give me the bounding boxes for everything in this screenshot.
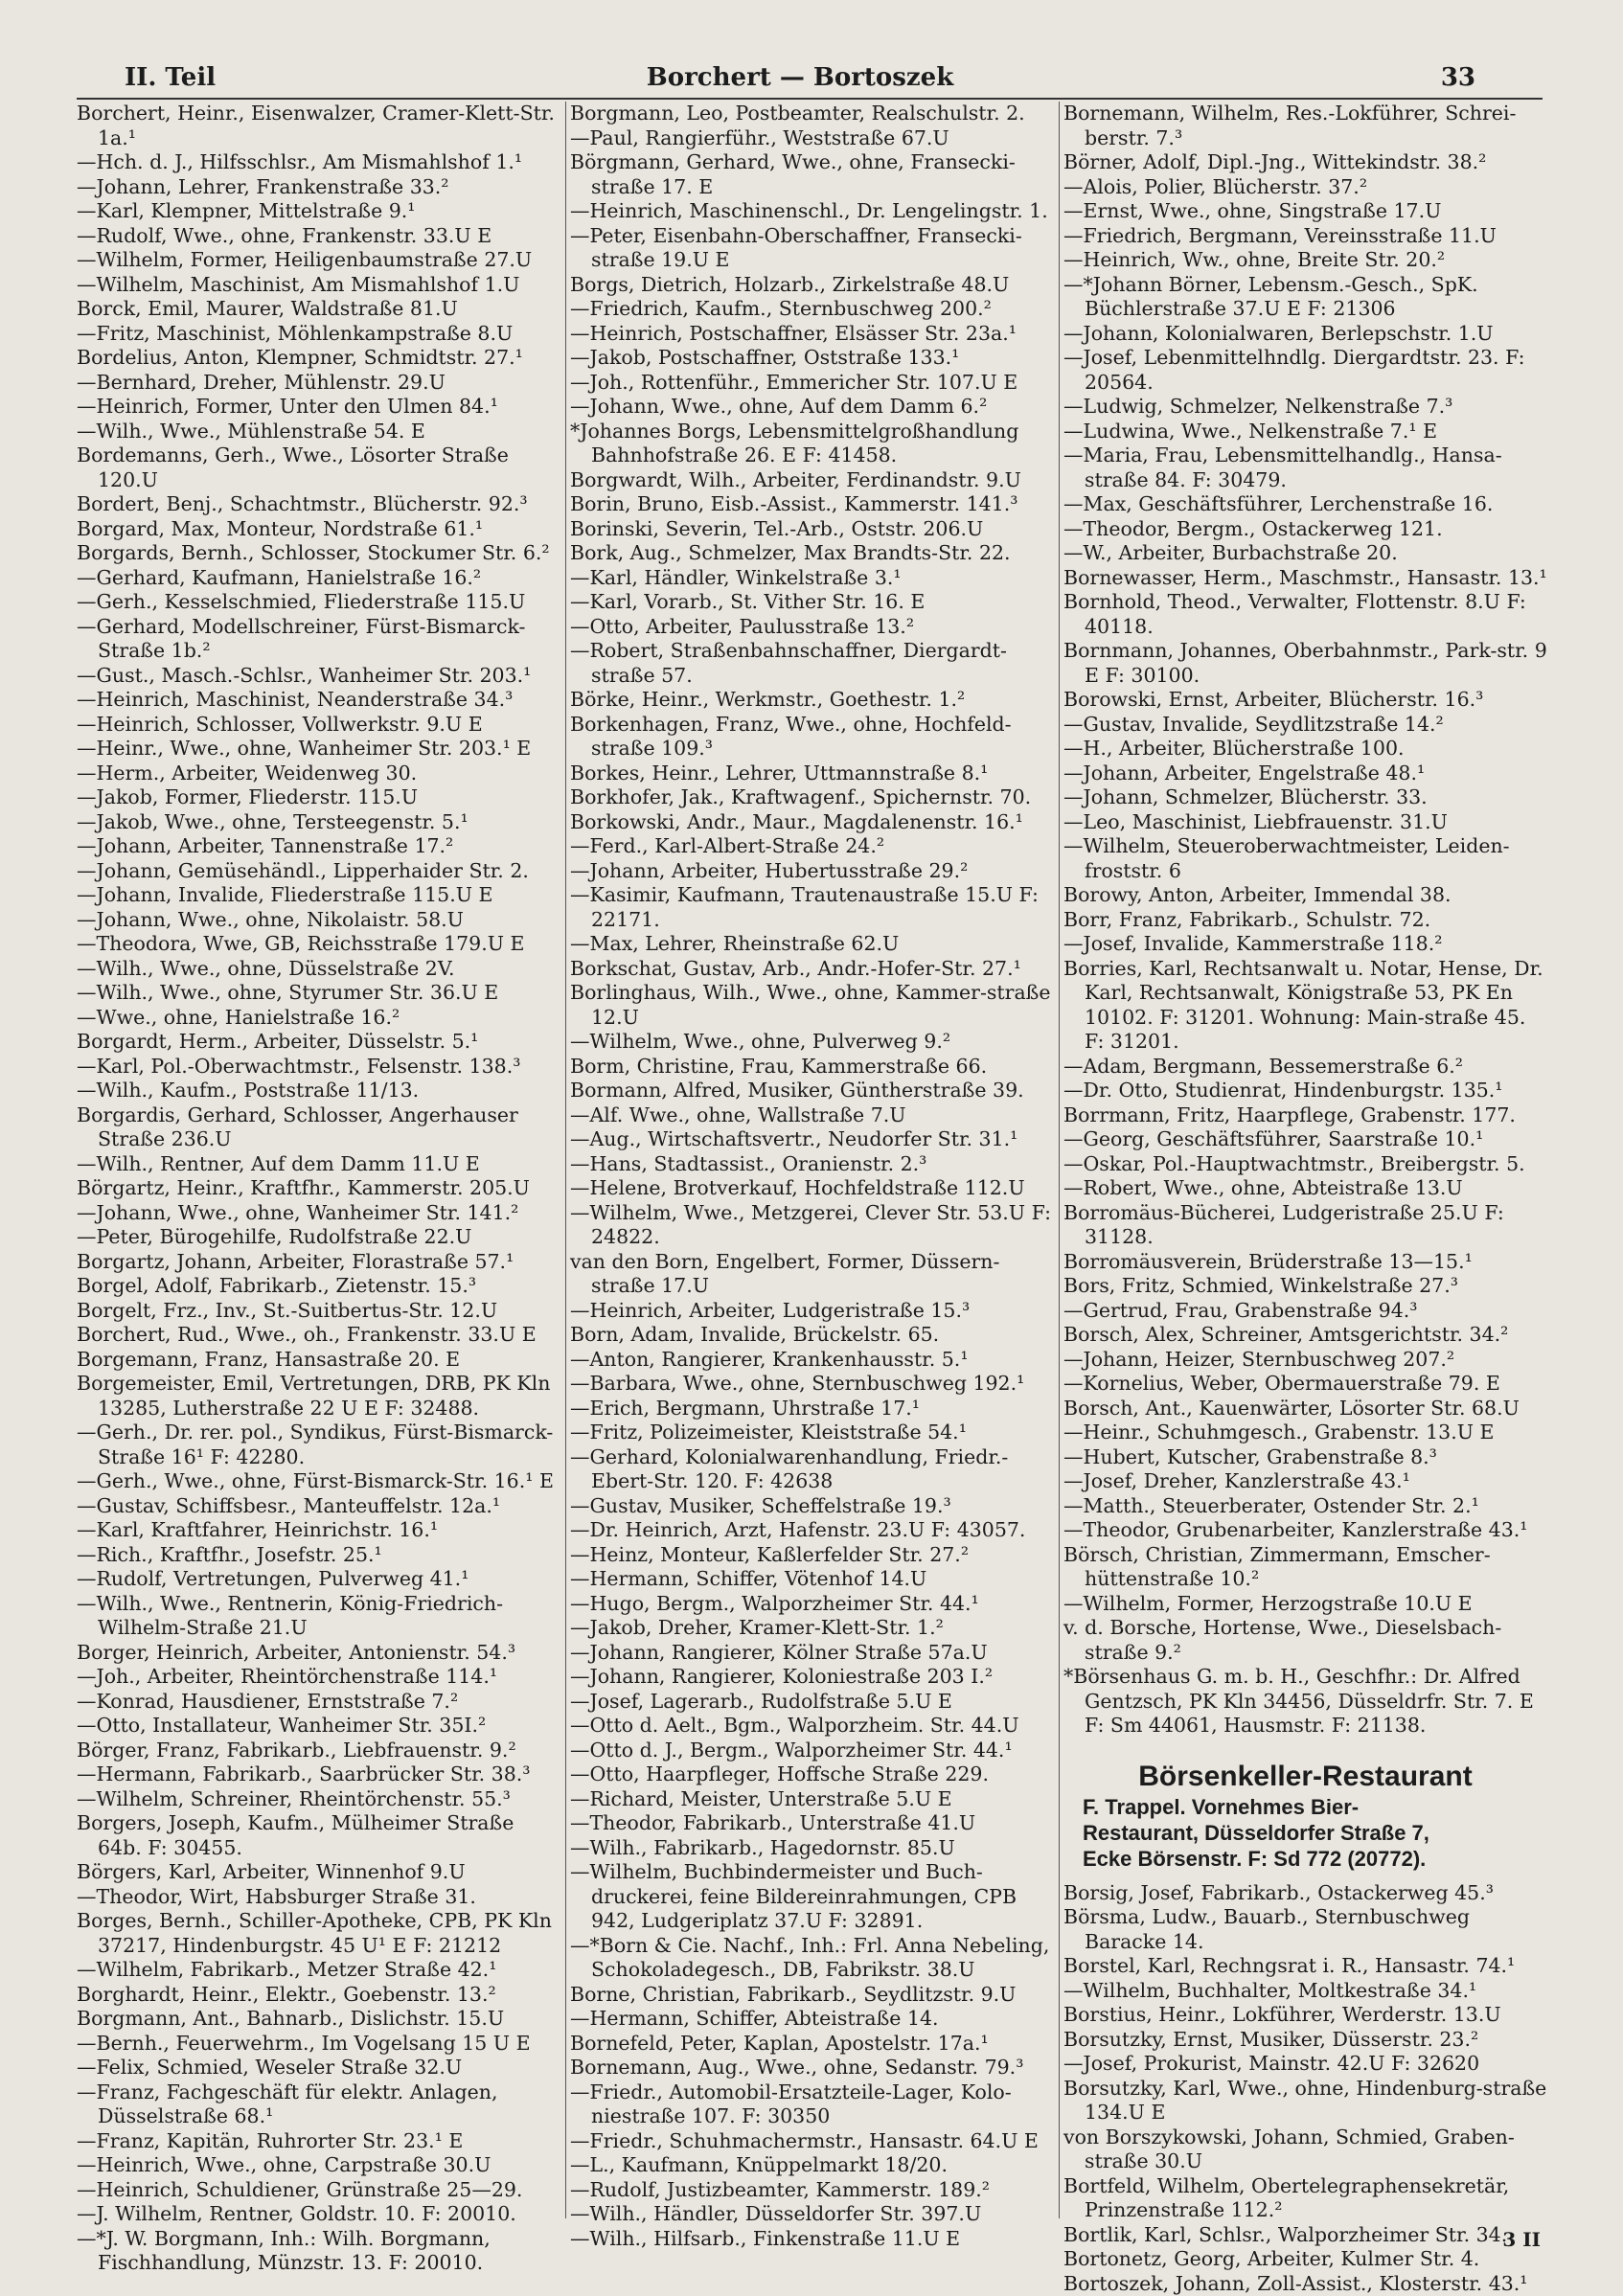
directory-entry: —Wilhelm, Maschinist, Am Mismahlshof 1.U — [77, 273, 560, 298]
directory-entry: —Rudolf, Wwe., ohne, Frankenstr. 33.U E — [77, 224, 560, 249]
directory-entry: —Josef, Invalide, Kammerstraße 118.² — [1063, 932, 1547, 957]
directory-entry: —Theodor, Grubenarbeiter, Kanzlerstraße 43.¹ — [1063, 1518, 1547, 1543]
directory-entry: Bornemann, Aug., Wwe., ohne, Sedanstr. 79.³ — [570, 2056, 1054, 2080]
directory-entry: Borgardt, Herm., Arbeiter, Düsselstr. 5.¹ — [77, 1030, 560, 1055]
directory-entry: —Wilh., Kaufm., Poststraße 11/13. — [77, 1079, 560, 1103]
directory-entry: —Friedr., Automobil-Ersatzteile-Lager, Kolo-niestraße 107. F: 30350 — [570, 2080, 1054, 2129]
column-divider — [565, 102, 566, 2218]
directory-entry: —Friedrich, Kaufm., Sternbuschweg 200.² — [570, 297, 1054, 322]
directory-entry: —Georg, Geschäftsführer, Saarstraße 10.¹ — [1063, 1127, 1547, 1152]
directory-entry: —Josef, Prokurist, Mainstr. 42.U F: 32620 — [1063, 2052, 1547, 2077]
directory-entry: —Johann, Arbeiter, Engelstraße 48.¹ — [1063, 762, 1547, 786]
directory-entry: —Dr. Heinrich, Arzt, Hafenstr. 23.U F: 43057. — [570, 1518, 1054, 1543]
directory-entry: —Gerh., Kesselschmied, Fliederstraße 115.U — [77, 590, 560, 615]
directory-entry: Bornewasser, Herm., Maschmstr., Hansastr. 13.¹ — [1063, 566, 1547, 591]
directory-column-2 — [570, 102, 1054, 2218]
directory-entry: —Anton, Rangierer, Krankenhausstr. 5.¹ — [570, 1348, 1054, 1373]
directory-entry: Bornhold, Theod., Verwalter, Flottenstr. 8.U F: 40118. — [1063, 590, 1547, 639]
directory-entry: —Heinr., Wwe., ohne, Wanheimer Str. 203.¹ E — [77, 737, 560, 762]
directory-entry: —Jakob, Former, Fliederstr. 115.U — [77, 785, 560, 810]
directory-entry: —Karl, Kraftfahrer, Heinrichstr. 16.¹ — [77, 1518, 560, 1543]
directory-entry: —Johann, Rangierer, Koloniestraße 203 I.² — [570, 1665, 1054, 1690]
ad-title: Börsenkeller-Restaurant — [1063, 1760, 1547, 1794]
directory-entry: Bornemann, Wilhelm, Res.-Lokführer, Schrei-berstr. 7.³ — [1063, 102, 1547, 150]
directory-entry: —Theodor, Fabrikarb., Unterstraße 41.U — [570, 1811, 1054, 1836]
directory-entry: —Hermann, Schiffer, Vötenhof 14.U — [570, 1567, 1054, 1592]
directory-entry: —Ludwina, Wwe., Nelkenstraße 7.¹ E — [1063, 420, 1547, 444]
directory-entry: Borsig, Josef, Fabrikarb., Ostackerweg 45.³ — [1063, 1881, 1547, 1906]
directory-entry: Born, Adam, Invalide, Brückelstr. 65. — [570, 1323, 1054, 1348]
directory-entry: —Wilhelm, Wwe., ohne, Pulverweg 9.² — [570, 1030, 1054, 1055]
directory-entry: —Rich., Kraftfhr., Josefstr. 25.¹ — [77, 1543, 560, 1568]
directory-entry: —Otto, Haarpfleger, Hoffsche Straße 229. — [570, 1762, 1054, 1787]
directory-entry: —Gerhard, Modellschreiner, Fürst-Bismarck-Straße 1b.² — [77, 615, 560, 664]
directory-entry: —Wilh., Wwe., Mühlenstraße 54. E — [77, 420, 560, 444]
directory-entry: —Joh., Rottenführ., Emmericher Str. 107.U E — [570, 371, 1054, 396]
directory-entry: —Gerh., Dr. rer. pol., Syndikus, Fürst-Bismarck-Straße 16¹ F: 42280. — [77, 1421, 560, 1469]
directory-entry: —Aug., Wirtschaftsvertr., Neudorfer Str. 31.¹ — [570, 1127, 1054, 1152]
directory-entry: Borowy, Anton, Arbeiter, Immendal 38. — [1063, 883, 1547, 908]
directory-entry: —Wwe., ohne, Hanielstraße 16.² — [77, 1006, 560, 1031]
directory-entry: —Oskar, Pol.-Hauptwachtmstr., Breibergstr. 5. — [1063, 1152, 1547, 1177]
directory-entry: Borgemeister, Emil, Vertretungen, DRB, PK Kln 13285, Lutherstraße 22 U E F: 32488. — [77, 1372, 560, 1421]
directory-entry: —Helene, Brotverkauf, Hochfeldstraße 112.U — [570, 1176, 1054, 1201]
directory-entry: —Wilhelm, Buchbindermeister und Buch-druckerei, feine Bildereinrahmungen, CPB 942, Ludgeriplatz 37.U F: 32891. — [570, 1860, 1054, 1934]
directory-entry: —Theodor, Bergm., Ostackerweg 121. — [1063, 517, 1547, 542]
directory-entry: Börsma, Ludw., Bauarb., Sternbuschweg Baracke 14. — [1063, 1905, 1547, 1954]
directory-entry: Borkenhagen, Franz, Wwe., ohne, Hochfeld-straße 109.³ — [570, 713, 1054, 762]
directory-entry: —Johann, Wwe., ohne, Wanheimer Str. 141.² — [77, 1201, 560, 1226]
directory-entry: —Kasimir, Kaufmann, Trautenaustraße 15.U F: 22171. — [570, 883, 1054, 932]
directory-entry: —Ferd., Karl-Albert-Straße 24.² — [570, 834, 1054, 859]
directory-entry: —Hans, Stadtassist., Oranienstr. 2.³ — [570, 1152, 1054, 1177]
directory-entry: Bortlik, Karl, Schlsr., Walporzheimer Str. 34. — [1063, 2223, 1547, 2248]
directory-entry: —Heinrich, Schuldiener, Grünstraße 25—29. — [77, 2178, 560, 2203]
directory-entry: —Rudolf, Vertretungen, Pulverweg 41.¹ — [77, 1567, 560, 1592]
directory-entry: —Gustav, Invalide, Seydlitzstraße 14.² — [1063, 713, 1547, 738]
directory-entry: —Dr. Otto, Studienrat, Hindenburgstr. 135.¹ — [1063, 1079, 1547, 1103]
directory-entry: —Peter, Eisenbahn-Oberschaffner, Fransecki-straße 19.U E — [570, 224, 1054, 273]
directory-entry: Bormann, Alfred, Musiker, Güntherstraße 39. — [570, 1079, 1054, 1103]
directory-entry: —Leo, Maschinist, Liebfrauenstr. 31.U — [1063, 810, 1547, 835]
directory-entry: Borgwardt, Wilh., Arbeiter, Ferdinandstr. 9.U — [570, 468, 1054, 493]
directory-entry: —Hch. d. J., Hilfsschlsr., Am Mismahlshof 1.¹ — [77, 150, 560, 175]
directory-entry: —Johann, Wwe., ohne, Auf dem Damm 6.² — [570, 395, 1054, 420]
section-label: II. Teil — [125, 63, 216, 92]
directory-entry: —Bernhard, Dreher, Mühlenstr. 29.U — [77, 371, 560, 396]
directory-entry: —Fritz, Polizeimeister, Kleiststraße 54.¹ — [570, 1421, 1054, 1445]
directory-entry: —Gerhard, Kaufmann, Hanielstraße 16.² — [77, 566, 560, 591]
directory-entry: —J. Wilhelm, Rentner, Goldstr. 10. F: 20010. — [77, 2202, 560, 2227]
directory-entry: —Robert, Straßenbahnschaffner, Diergardt-straße 57. — [570, 639, 1054, 688]
directory-entry: Borger, Heinrich, Arbeiter, Antonienstr. 54.³ — [77, 1641, 560, 1666]
directory-entry: —Otto, Installateur, Wanheimer Str. 35I.² — [77, 1714, 560, 1739]
advertisement — [1063, 1760, 1547, 1872]
directory-entry: —Max, Lehrer, Rheinstraße 62.U — [570, 932, 1054, 957]
directory-entry: —Friedrich, Bergmann, Vereinsstraße 11.U — [1063, 224, 1547, 249]
directory-entry: Borromäusverein, Brüderstraße 13—15.¹ — [1063, 1250, 1547, 1275]
directory-entry: *Börsenhaus G. m. b. H., Geschfhr.: Dr. Alfred Gentzsch, PK Kln 34456, Düsseldrfr. Str. 7. E F: Sm 44061, Hausmstr. F: 21138. — [1063, 1665, 1547, 1739]
directory-entry: Börsch, Christian, Zimmermann, Emscher-hüttenstraße 10.² — [1063, 1543, 1547, 1592]
directory-entry: —Ludwig, Schmelzer, Nelkenstraße 7.³ — [1063, 395, 1547, 420]
directory-entry: Börger, Franz, Fabrikarb., Liebfrauenstr. 9.² — [77, 1739, 560, 1763]
directory-entry: Borsch, Ant., Kauenwärter, Lösorter Str. 68.U — [1063, 1397, 1547, 1421]
directory-entry: —Jakob, Wwe., ohne, Tersteegenstr. 5.¹ — [77, 810, 560, 835]
directory-entry: Borges, Bernh., Schiller-Apotheke, CPB, PK Kln 37217, Hindenburgstr. 45 U¹ E F: 21212 — [77, 1909, 560, 1958]
directory-entry: —Wilh., Wwe., Rentnerin, König-Friedrich-Wilhelm-Straße 21.U — [77, 1592, 560, 1641]
directory-entry: Bork, Aug., Schmelzer, Max Brandts-Str. 22. — [570, 541, 1054, 566]
directory-entry: Borchert, Rud., Wwe., oh., Frankenstr. 33.U E — [77, 1323, 560, 1348]
page-number: 33 — [1441, 63, 1475, 92]
directory-entry: Borr, Franz, Fabrikarb., Schulstr. 72. — [1063, 908, 1547, 933]
directory-entry: —Karl, Pol.-Oberwachtmstr., Felsenstr. 138.³ — [77, 1055, 560, 1080]
directory-entry: —Friedr., Schuhmachermstr., Hansastr. 64.U E — [570, 2129, 1054, 2154]
directory-entry: Borgs, Dietrich, Holzarb., Zirkelstraße 48.U — [570, 273, 1054, 298]
directory-entry: Borsch, Alex, Schreiner, Amtsgerichtstr. 34.² — [1063, 1323, 1547, 1348]
directory-entry: Borkes, Heinr., Lehrer, Uttmannstraße 8.¹ — [570, 762, 1054, 786]
directory-entry: —Josef, Lagerarb., Rudolfstraße 5.U E — [570, 1690, 1054, 1715]
directory-entry: Borkschat, Gustav, Arb., Andr.-Hofer-Str. 27.¹ — [570, 957, 1054, 982]
directory-entry: —Heinrich, Maschinenschl., Dr. Lengelingstr. 1. — [570, 199, 1054, 224]
sheet-signature: 3 II — [1502, 2228, 1541, 2251]
directory-entry: —Wilh., Fabrikarb., Hagedornstr. 85.U — [570, 1836, 1054, 1861]
directory-entry: —Heinrich, Maschinist, Neanderstraße 34.³ — [77, 688, 560, 713]
directory-entry: —Theodora, Wwe, GB, Reichsstraße 179.U E — [77, 932, 560, 957]
directory-entry: —Heinrich, Former, Unter den Ulmen 84.¹ — [77, 395, 560, 420]
directory-entry: —Johann, Kolonialwaren, Berlepschstr. 1.U — [1063, 322, 1547, 347]
header-rule — [77, 98, 1543, 100]
directory-entry: —Otto d. J., Bergm., Walporzheimer Str. 44.¹ — [570, 1739, 1054, 1763]
directory-entry: —Adam, Bergmann, Bessemerstraße 6.² — [1063, 1055, 1547, 1080]
directory-column-1 — [77, 102, 560, 2218]
directory-entry: —Max, Geschäftsführer, Lerchenstraße 16. — [1063, 492, 1547, 517]
directory-entry: —Robert, Wwe., ohne, Abteistraße 13.U — [1063, 1176, 1547, 1201]
directory-entry: —Hermann, Schiffer, Abteistraße 14. — [570, 2007, 1054, 2032]
directory-entry: Borin, Bruno, Eisb.-Assist., Kammerstr. 141.³ — [570, 492, 1054, 517]
directory-entry: —Rudolf, Justizbeamter, Kammerstr. 189.² — [570, 2178, 1054, 2203]
directory-entry: Borgemann, Franz, Hansastraße 20. E — [77, 1348, 560, 1373]
directory-entry: —Heinr., Schuhmgesch., Grabenstr. 13.U E — [1063, 1421, 1547, 1445]
directory-entry: —Wilhelm, Wwe., Metzgerei, Clever Str. 53.U F: 24822. — [570, 1201, 1054, 1250]
page-header — [125, 63, 1475, 102]
directory-entry: von Borszykowski, Johann, Schmied, Graben-straße 30.U — [1063, 2126, 1547, 2174]
directory-entry: —Gust., Masch.-Schlsr., Wanheimer Str. 203.¹ — [77, 664, 560, 689]
directory-entry: —Hermann, Fabrikarb., Saarbrücker Str. 38.³ — [77, 1762, 560, 1787]
directory-entry: Bortoszek, Johann, Zoll-Assist., Klosterstr. 43.¹ — [1063, 2272, 1547, 2296]
directory-entry: Bornmann, Johannes, Oberbahnmstr., Park-str. 9 E F: 30100. — [1063, 639, 1547, 688]
directory-entry: Borsutzky, Ernst, Musiker, Düsserstr. 23.² — [1063, 2028, 1547, 2053]
directory-entry: van den Born, Engelbert, Former, Düssern-straße 17.U — [570, 1250, 1054, 1299]
directory-entry: Borsutzky, Karl, Wwe., ohne, Hindenburg-straße 134.U E — [1063, 2077, 1547, 2126]
directory-entry: —Johann, Lehrer, Frankenstraße 33.² — [77, 175, 560, 200]
directory-entry: —Heinrich, Wwe., ohne, Carpstraße 30.U — [77, 2153, 560, 2178]
directory-entry: —Barbara, Wwe., ohne, Sternbuschweg 192.¹ — [570, 1372, 1054, 1397]
directory-entry: Borgelt, Frz., Inv., St.-Suitbertus-Str. 12.U — [77, 1299, 560, 1324]
directory-entry: —*J. W. Borgmann, Inh.: Wilh. Borgmann, Fischhandlung, Münzstr. 13. F: 20010. — [77, 2227, 560, 2276]
directory-entry: —Paul, Rangierführ., Weststraße 67.U — [570, 126, 1054, 151]
directory-entry: Borchert, Heinr., Eisenwalzer, Cramer-Klett-Str. 1a.¹ — [77, 102, 560, 150]
directory-entry: Borgel, Adolf, Fabrikarb., Zietenstr. 15.³ — [77, 1274, 560, 1299]
column-3-entries-bottom — [1063, 1881, 1547, 2296]
directory-entry: Borries, Karl, Rechtsanwalt u. Notar, Hense, Dr. Karl, Rechtsanwalt, Königstraße 53, PK En 10102. F: 31201. Wohnung: Main-straße 45. F: 31201. — [1063, 957, 1547, 1055]
directory-entry: —Jakob, Dreher, Kramer-Klett-Str. 1.² — [570, 1616, 1054, 1641]
directory-entry: Bortonetz, Georg, Arbeiter, Kulmer Str. 4. — [1063, 2247, 1547, 2272]
directory-entry: Borgardis, Gerhard, Schlosser, Angerhauser Straße 236.U — [77, 1103, 560, 1152]
directory-entry: —Karl, Vorarb., St. Vither Str. 16. E — [570, 590, 1054, 615]
column-divider — [1059, 102, 1060, 2218]
directory-entry: Bordert, Benj., Schachtmstr., Blücherstr. 92.³ — [77, 492, 560, 517]
running-title: Borchert — Bortoszek — [125, 63, 1475, 92]
directory-entry: Borstius, Heinr., Lokführer, Werderstr. 13.U — [1063, 2003, 1547, 2028]
directory-entry: Borowski, Ernst, Arbeiter, Blücherstr. 16.³ — [1063, 688, 1547, 713]
directory-entry: —Heinrich, Arbeiter, Ludgeristraße 15.³ — [570, 1299, 1054, 1324]
directory-entry: —Wilhelm, Buchhalter, Moltkestraße 34.¹ — [1063, 1979, 1547, 2004]
directory-entry: —Johann, Gemüsehändl., Lipperhaider Str. 2. — [77, 859, 560, 884]
column-3-entries-top — [1063, 102, 1547, 1739]
directory-entry: —Richard, Meister, Unterstraße 5.U E — [570, 1787, 1054, 1812]
directory-entry: —Josef, Lebenmittelhndlg. Diergardtstr. 23. F: 20564. — [1063, 346, 1547, 395]
directory-entry: —Karl, Händler, Winkelstraße 3.¹ — [570, 566, 1054, 591]
directory-entry: —*Born & Cie. Nachf., Inh.: Frl. Anna Nebeling, Schokoladegesch., DB, Fabrikstr. 38.U — [570, 1934, 1054, 1983]
directory-entry: —Matth., Steuerberater, Ostender Str. 2.¹ — [1063, 1494, 1547, 1519]
directory-entry: —H., Arbeiter, Blücherstraße 100. — [1063, 737, 1547, 762]
directory-entry: —Peter, Bürogehilfe, Rudolfstraße 22.U — [77, 1225, 560, 1250]
directory-entry: —Herm., Arbeiter, Weidenweg 30. — [77, 762, 560, 786]
directory-entry: —Franz, Kapitän, Ruhrorter Str. 23.¹ E — [77, 2129, 560, 2154]
ad-line: Ecke Börsenstr. F: Sd 772 (20772). — [1083, 1846, 1547, 1872]
directory-entry: Borgard, Max, Monteur, Nordstraße 61.¹ — [77, 517, 560, 542]
directory-entry: —Johann, Arbeiter, Tannenstraße 17.² — [77, 834, 560, 859]
directory-entry: v. d. Borsche, Hortense, Wwe., Dieselsbach-straße 9.² — [1063, 1616, 1547, 1665]
directory-column-3 — [1063, 102, 1547, 2218]
directory-entry: —L., Kaufmann, Knüppelmarkt 18/20. — [570, 2153, 1054, 2178]
directory-entry: Borstel, Karl, Rechngsrat i. R., Hansastr. 74.¹ — [1063, 1954, 1547, 1979]
directory-entry: —W., Arbeiter, Burbachstraße 20. — [1063, 541, 1547, 566]
directory-entry: —Wilh., Wwe., ohne, Düsselstraße 2V. — [77, 957, 560, 982]
directory-entry: —Hugo, Bergm., Walporzheimer Str. 44.¹ — [570, 1592, 1054, 1617]
directory-entry: —Gustav, Schiffsbesr., Manteuffelstr. 12a.¹ — [77, 1494, 560, 1519]
directory-entry: —Gertrud, Frau, Grabenstraße 94.³ — [1063, 1299, 1547, 1324]
directory-entry: Borinski, Severin, Tel.-Arb., Oststr. 206.U — [570, 517, 1054, 542]
directory-entry: Borgards, Bernh., Schlosser, Stockumer Str. 6.² — [77, 541, 560, 566]
directory-entry: —Karl, Klempner, Mittelstraße 9.¹ — [77, 199, 560, 224]
directory-entry: —Alf. Wwe., ohne, Wallstraße 7.U — [570, 1103, 1054, 1128]
directory-entry: —Gustav, Musiker, Scheffelstraße 19.³ — [570, 1494, 1054, 1519]
directory-entry: —Jakob, Postschaffner, Oststraße 133.¹ — [570, 346, 1054, 371]
directory-entry: Bordemanns, Gerh., Wwe., Lösorter Straße 120.U — [77, 443, 560, 492]
directory-entry: Börke, Heinr., Werkmstr., Goethestr. 1.² — [570, 688, 1054, 713]
directory-entry: *Johannes Borgs, Lebensmittelgroßhandlung Bahnhofstraße 26. E F: 41458. — [570, 420, 1054, 468]
directory-entry: —Wilhelm, Fabrikarb., Metzer Straße 42.¹ — [77, 1958, 560, 1983]
directory-entry: —Kornelius, Weber, Obermauerstraße 79. E — [1063, 1372, 1547, 1397]
directory-entry: —Wilh., Rentner, Auf dem Damm 11.U E — [77, 1152, 560, 1177]
directory-entry: Borkowski, Andr., Maur., Magdalenenstr. 16.¹ — [570, 810, 1054, 835]
directory-entry: Borck, Emil, Maurer, Waldstraße 81.U — [77, 297, 560, 322]
directory-entry: —Heinz, Monteur, Kaßlerfelder Str. 27.² — [570, 1543, 1054, 1568]
directory-entry: —Franz, Fachgeschäft für elektr. Anlagen, Düsselstraße 68.¹ — [77, 2080, 560, 2129]
directory-entry: —*Johann Börner, Lebensm.-Gesch., SpK. Büchlerstraße 37.U E F: 21306 — [1063, 273, 1547, 322]
directory-entry: —Wilh., Händler, Düsseldorfer Str. 397.U — [570, 2202, 1054, 2227]
directory-entry: Bornefeld, Peter, Kaplan, Apostelstr. 17a.¹ — [570, 2032, 1054, 2057]
directory-entry: —Theodor, Wirt, Habsburger Straße 31. — [77, 1885, 560, 1910]
directory-entry: —Erich, Bergmann, Uhrstraße 17.¹ — [570, 1397, 1054, 1421]
directory-entry: —Johann, Wwe., ohne, Nikolaistr. 58.U — [77, 908, 560, 933]
directory-entry: Borghardt, Heinr., Elektr., Goebenstr. 13.² — [77, 1983, 560, 2008]
ad-line: Restaurant, Düsseldorfer Straße 7, — [1083, 1820, 1547, 1846]
directory-entry: —Fritz, Maschinist, Möhlenkampstraße 8.U — [77, 322, 560, 347]
directory-entry: —Johann, Heizer, Sternbuschweg 207.² — [1063, 1348, 1547, 1373]
directory-entry: —Bernh., Feuerwehrm., Im Vogelsang 15 U E — [77, 2032, 560, 2057]
directory-entry: Borgmann, Leo, Postbeamter, Realschulstr. 2. — [570, 102, 1054, 126]
directory-entry: —Otto, Arbeiter, Paulusstraße 13.² — [570, 615, 1054, 640]
directory-entry: Borromäus-Bücherei, Ludgeristraße 25.U F: 31128. — [1063, 1201, 1547, 1250]
directory-entry: Borlinghaus, Wilh., Wwe., ohne, Kammer-straße 12.U — [570, 981, 1054, 1030]
directory-entry: Börner, Adolf, Dipl.-Jng., Wittekindstr. 38.² — [1063, 150, 1547, 175]
directory-entry: —Hubert, Kutscher, Grabenstraße 8.³ — [1063, 1445, 1547, 1470]
directory-entry: —Gerhard, Kolonialwarenhandlung, Friedr.-Ebert-Str. 120. F: 42638 — [570, 1445, 1054, 1494]
directory-entry: —Heinrich, Schlosser, Vollwerkstr. 9.U E — [77, 713, 560, 738]
ad-line: F. Trappel. Vornehmes Bier- — [1083, 1794, 1547, 1820]
directory-entry: —Maria, Frau, Lebensmittelhandlg., Hansa-straße 84. F: 30479. — [1063, 443, 1547, 492]
directory-entry: Bortfeld, Wilhelm, Obertelegraphensekretär, Prinzenstraße 112.² — [1063, 2174, 1547, 2223]
directory-entry: —Wilhelm, Former, Herzogstraße 10.U E — [1063, 1592, 1547, 1617]
directory-entry: —Otto d. Aelt., Bgm., Walporzheim. Str. 44.U — [570, 1714, 1054, 1739]
directory-entry: Borm, Christine, Frau, Kammerstraße 66. — [570, 1055, 1054, 1080]
directory-entry: Börgmann, Gerhard, Wwe., ohne, Fransecki-straße 17. E — [570, 150, 1054, 199]
directory-entry: —Ernst, Wwe., ohne, Singstraße 17.U — [1063, 199, 1547, 224]
directory-entry: Börgartz, Heinr., Kraftfhr., Kammerstr. 205.U — [77, 1176, 560, 1201]
directory-entry: —Johann, Rangierer, Kölner Straße 57a.U — [570, 1641, 1054, 1666]
directory-entry: —Joh., Arbeiter, Rheintörchenstraße 114.¹ — [77, 1665, 560, 1690]
directory-entry: —Wilh., Hilfsarb., Finkenstraße 11.U E — [570, 2227, 1054, 2252]
directory-entry: —Johann, Schmelzer, Blücherstr. 33. — [1063, 785, 1547, 810]
directory-entry: —Josef, Dreher, Kanzlerstraße 43.¹ — [1063, 1469, 1547, 1494]
ad-body — [1063, 1794, 1547, 1872]
directory-entry: —Felix, Schmied, Weseler Straße 32.U — [77, 2056, 560, 2080]
directory-entry: —Gerh., Wwe., ohne, Fürst-Bismarck-Str. 16.¹ E — [77, 1469, 560, 1494]
directory-entry: Bors, Fritz, Schmied, Winkelstraße 27.³ — [1063, 1274, 1547, 1299]
directory-entry: Borne, Christian, Fabrikarb., Seydlitzstr. 9.U — [570, 1983, 1054, 2008]
directory-entry: Börgers, Karl, Arbeiter, Winnenhof 9.U — [77, 1860, 560, 1885]
directory-entry: —Wilh., Wwe., ohne, Styrumer Str. 36.U E — [77, 981, 560, 1006]
directory-entry: Borgers, Joseph, Kaufm., Mülheimer Straße 64b. F: 30455. — [77, 1811, 560, 1860]
directory-entry: —Wilhelm, Former, Heiligenbaumstraße 27.U — [77, 248, 560, 273]
directory-entry: —Konrad, Hausdiener, Ernststraße 7.² — [77, 1690, 560, 1715]
directory-entry: —Alois, Polier, Blücherstr. 37.² — [1063, 175, 1547, 200]
directory-entry: Borkhofer, Jak., Kraftwagenf., Spichernstr. 70. — [570, 785, 1054, 810]
directory-entry: —Wilhelm, Steueroberwachtmeister, Leiden-froststr. 6 — [1063, 834, 1547, 883]
directory-entry: Borrmann, Fritz, Haarpflege, Grabenstr. 177. — [1063, 1103, 1547, 1128]
directory-entry: —Johann, Invalide, Fliederstraße 115.U E — [77, 883, 560, 908]
directory-entry: Borgartz, Johann, Arbeiter, Florastraße 57.¹ — [77, 1250, 560, 1275]
directory-entry: —Heinrich, Postschaffner, Elsässer Str. 23a.¹ — [570, 322, 1054, 347]
directory-entry: —Wilhelm, Schreiner, Rheintörchenstr. 55.³ — [77, 1787, 560, 1812]
directory-entry: —Heinrich, Ww., ohne, Breite Str. 20.² — [1063, 248, 1547, 273]
directory-entry: Borgmann, Ant., Bahnarb., Dislichstr. 15.U — [77, 2007, 560, 2032]
directory-entry: —Johann, Arbeiter, Hubertusstraße 29.² — [570, 859, 1054, 884]
directory-entry: Bordelius, Anton, Klempner, Schmidtstr. 27.¹ — [77, 346, 560, 371]
